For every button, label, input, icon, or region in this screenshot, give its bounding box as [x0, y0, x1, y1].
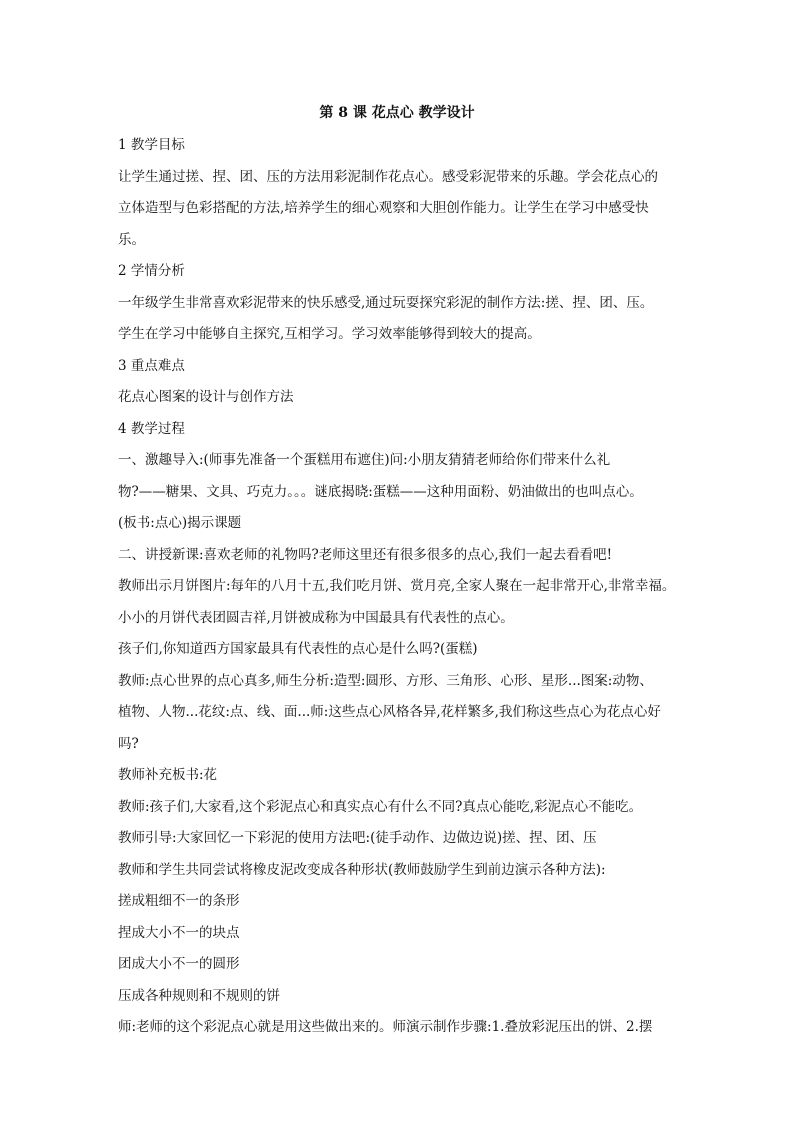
text-line: 植物、人物...花纹:点、线、面...师:这些点心风格各异,花样繁多,我们称这些点心为花点心好: [118, 704, 661, 720]
document-body: [118, 130, 684, 1044]
text-line: 教师和学生共同尝试将橡皮泥改变成各种形状(教师鼓励学生到前边演示各种方法):: [118, 861, 606, 878]
text-line: 二、讲授新课:喜欢老师的礼物吗?老师这里还有很多很多的点心,我们一起去看看吧!: [118, 546, 613, 563]
text-line: (板书:点心)揭示课题: [118, 515, 242, 531]
text-line: 团成大小不一的圆形: [118, 956, 240, 972]
text-line: 物?——糖果、文具、巧克力。。。谜底揭晓:蛋糕——这种用面粉、奶油做出的也叫点心。: [118, 483, 643, 500]
text-line: 一、激趣导入:(师事先准备一个蛋糕用布遮住)问:小朋友猜猜老师给你们带来什么礼: [118, 452, 611, 468]
text-line: 小小的月饼代表团圆吉祥,月饼被成称为中国最具有代表性的点心。: [118, 609, 514, 626]
text-line: 捏成大小不一的块点: [118, 924, 240, 941]
text-line: 立体造型与色彩搭配的方法,培养学生的细心观察和大胆创作能力。让学生在学习中感受快: [118, 200, 649, 216]
text-line: 孩子们,你知道西方国家最具有代表性的点心是什么吗?(蛋糕): [118, 641, 478, 657]
text-line: 教师:孩子们,大家看,这个彩泥点心和真实点心有什么不同?真点心能吃,彩泥点心不能吃。: [118, 798, 643, 815]
text-line: 压成各种规则和不规则的饼: [118, 987, 280, 1004]
text-line: 花点心图案的设计与创作方法: [118, 389, 294, 405]
text-line: 教师补充板书:花: [118, 767, 218, 783]
text-line: 3 重点难点: [118, 357, 185, 374]
text-line: 教师:点心世界的点心真多,师生分析:造型:圆形、方形、三角形、心形、星形...图案:动物、: [118, 672, 653, 689]
text-line: 4 教学过程: [118, 420, 185, 437]
text-line: 1 教学目标: [118, 137, 185, 153]
text-line: 教师出示月饼图片:每年的八月十五,我们吃月饼、赏月亮,全家人聚在一起非常开心,非常幸福。: [118, 578, 676, 594]
text-line: 教师引导:大家回忆一下彩泥的使用方法吧:(徒手动作、边做边说)搓、捏、团、压: [118, 830, 597, 846]
text-line: 吗?: [118, 735, 139, 752]
text-line: 学生在学习中能够自主探究,互相学习。学习效率能够得到较大的提高。: [118, 326, 541, 342]
text-line: 师:老师的这个彩泥点心就是用这些做出来的。师演示制作步骤:1.叠放彩泥压出的饼、2.摆: [118, 1019, 653, 1035]
text-line: 搓成粗细不一的条形: [118, 893, 240, 909]
text-line: 乐。: [118, 231, 145, 248]
text-line: 让学生通过搓、捏、团、压的方法用彩泥制作花点心。感受彩泥带来的乐趣。学会花点心的: [118, 168, 658, 185]
page-title: 第 8 课 花点心 教学设计: [319, 105, 475, 121]
text-line: 一年级学生非常喜欢彩泥带来的快乐感受,通过玩耍探究彩泥的制作方法:搓、捏、团、压。: [118, 294, 654, 311]
text-line: 2 学情分析: [118, 263, 185, 279]
